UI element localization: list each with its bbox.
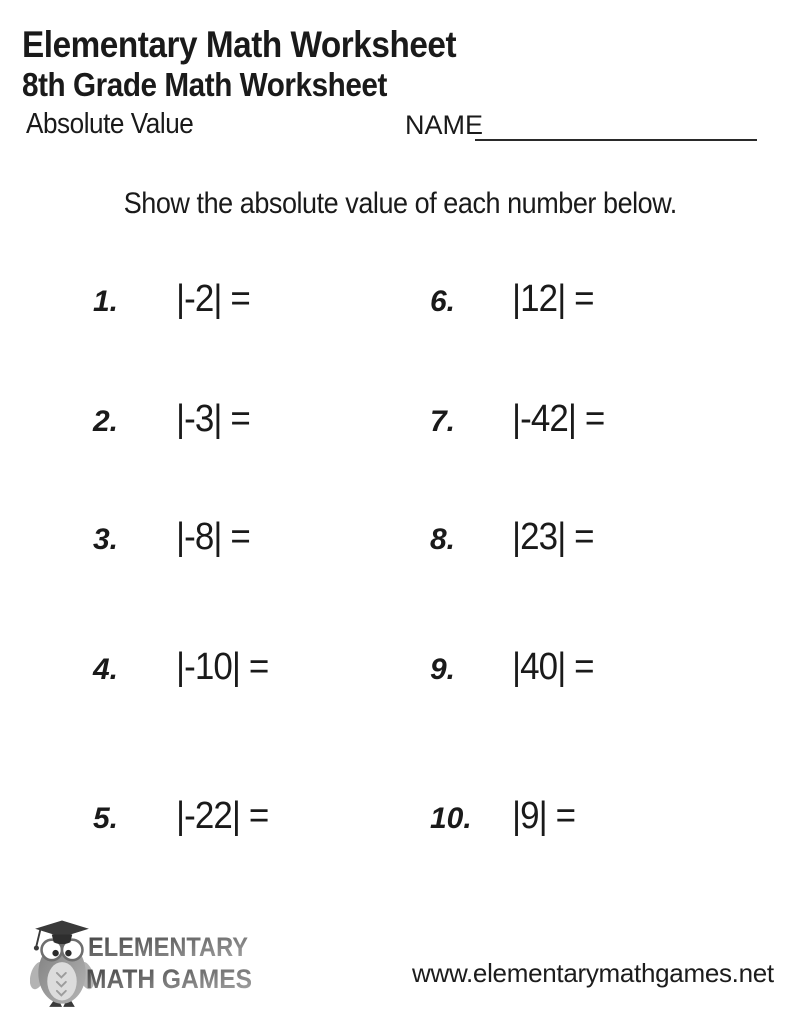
problem-expression: |-3| =	[176, 398, 250, 440]
logo-line2: MATH GAMES	[86, 964, 252, 994]
problem-number: 4.	[93, 653, 119, 686]
problem-item-3	[93, 516, 256, 559]
problem-item-10	[430, 795, 581, 838]
worksheet-title	[22, 24, 504, 66]
problem-number: 10.	[430, 802, 472, 835]
worksheet-subtitle-text: 8th Grade Math Worksheet	[22, 66, 387, 103]
problem-expression: |-10| =	[176, 646, 269, 688]
logo-text	[84, 928, 274, 1000]
problem-number: 8.	[430, 523, 456, 556]
problem-expression: |-22| =	[176, 795, 269, 837]
problem-expression: |23| =	[512, 516, 594, 558]
problem-item-8	[430, 516, 601, 559]
problem-item-4	[93, 646, 276, 689]
website-url: www.elementarymathgames.net	[412, 958, 774, 988]
problem-number: 2.	[93, 405, 119, 438]
problem-item-1	[93, 278, 256, 321]
problem-number: 1.	[93, 285, 119, 318]
problem-expression: |12| =	[512, 278, 594, 320]
topic-label-text: Absolute Value	[26, 108, 194, 140]
problem-number: 7.	[430, 405, 456, 438]
problem-item-6	[430, 278, 601, 321]
instruction-text: Show the absolute value of each number below.	[123, 187, 677, 220]
problem-item-2	[93, 398, 256, 441]
name-fill-line[interactable]	[475, 118, 757, 141]
problem-number: 5.	[93, 802, 119, 835]
problem-expression: |-42| =	[512, 398, 605, 440]
problem-item-5	[93, 795, 276, 838]
problem-expression: |9| =	[512, 795, 576, 837]
name-label: NAME	[405, 110, 484, 140]
problem-number: 9.	[430, 653, 456, 686]
problem-expression: |40| =	[512, 646, 594, 688]
logo-line1: ELEMENTARY	[88, 932, 248, 962]
problem-item-9	[430, 646, 601, 689]
problem-item-7	[430, 398, 612, 441]
problem-number: 6.	[430, 285, 456, 318]
worksheet-title-text: Elementary Math Worksheet	[22, 24, 457, 65]
worksheet-subtitle	[22, 66, 427, 104]
problem-expression: |-2| =	[176, 278, 250, 320]
topic-label	[26, 108, 212, 141]
problem-number: 3.	[93, 523, 119, 556]
problem-expression: |-8| =	[176, 516, 250, 558]
